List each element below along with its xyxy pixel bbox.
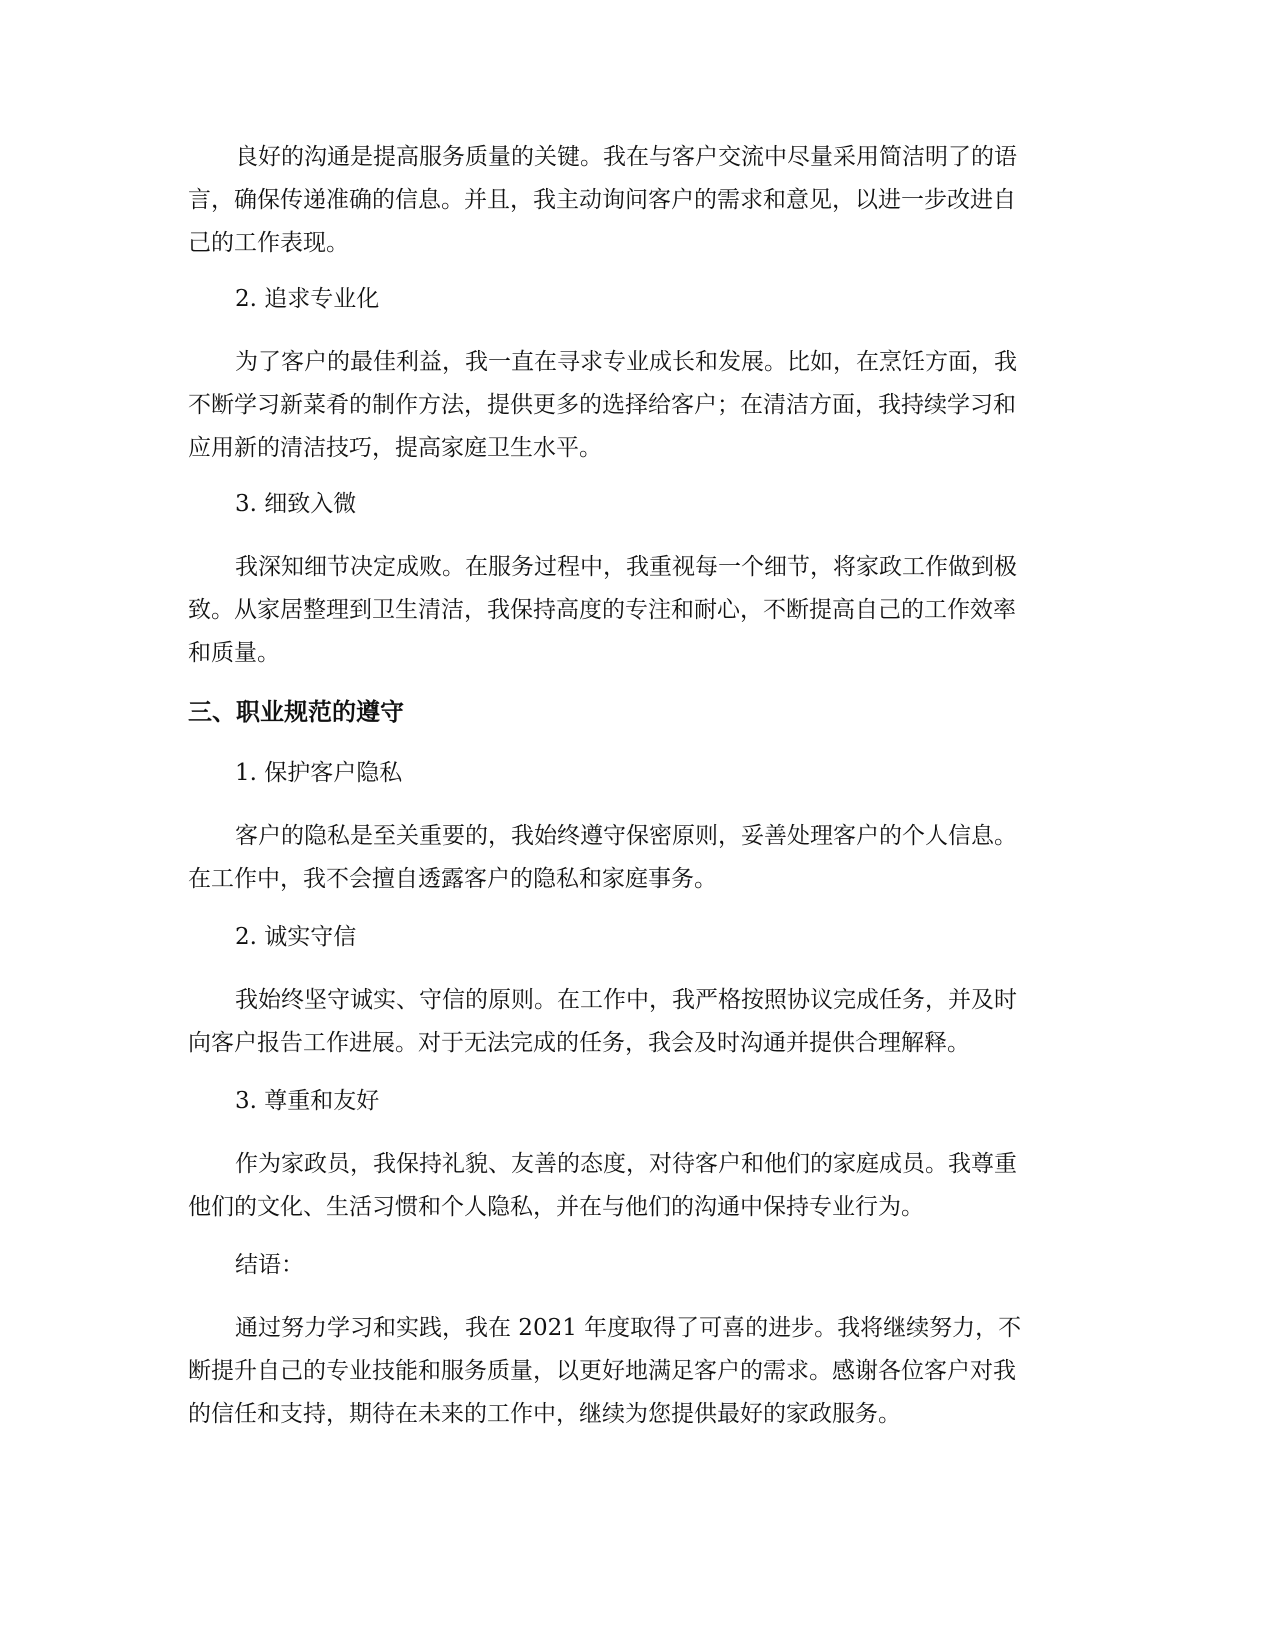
item-title-detail [188,483,1088,526]
paragraph-line: 良好的沟通是提高服务质量的关键。我在与客户交流中尽量采用简洁明了的语 [235,144,1017,170]
paragraph-line: 我始终坚守诚实、守信的原则。在工作中，我严格按照协议完成任务，并及时 [235,987,1017,1013]
paragraph-line: 他们的文化、生活习惯和个人隐私，并在与他们的沟通中保持专业行为。 [188,1194,924,1220]
paragraph-detail [188,546,1088,675]
conclusion-label [188,1244,1088,1287]
item-title: 3. 尊重和友好 [235,1088,380,1114]
item-title: 3. 细致入微 [235,491,357,517]
item-title-respect [188,1080,1088,1123]
paragraph-communication [188,136,1088,265]
paragraph-line: 和质量。 [188,640,280,666]
item-title: 2. 追求专业化 [235,286,380,312]
item-title-professional [188,278,1088,321]
paragraph-respect [188,1143,1088,1229]
paragraph-professional [188,341,1088,470]
paragraph-line: 断提升自己的专业技能和服务质量，以更好地满足客户的需求。感谢各位客户对我 [188,1358,1016,1384]
paragraph-conclusion [188,1307,1088,1436]
paragraph-line: 己的工作表现。 [188,230,349,256]
paragraph-line: 为了客户的最佳利益，我一直在寻求专业成长和发展。比如，在烹饪方面，我 [235,349,1017,375]
paragraph-line: 客户的隐私是至关重要的，我始终遵守保密原则，妥善处理客户的个人信息。 [235,823,1017,849]
paragraph-honesty [188,979,1088,1065]
paragraph-line: 的信任和支持，期待在未来的工作中，继续为您提供最好的家政服务。 [188,1401,901,1427]
item-title: 2. 诚实守信 [235,924,357,950]
paragraph-line: 通过努力学习和实践，我在 2021 年度取得了可喜的进步。我将继续努力，不 [235,1315,1022,1341]
paragraph-line: 向客户报告工作进展。对于无法完成的任务，我会及时沟通并提供合理解释。 [188,1030,970,1056]
paragraph-line: 致。从家居整理到卫生清洁，我保持高度的专注和耐心，不断提高自己的工作效率 [188,597,1016,623]
paragraph-line: 言，确保传递准确的信息。并且，我主动询问客户的需求和意见，以进一步改进自 [188,187,1016,213]
item-title: 1. 保护客户隐私 [235,760,403,786]
item-title-privacy [188,752,1088,795]
conclusion-title: 结语： [235,1252,304,1278]
paragraph-line: 不断学习新菜肴的制作方法，提供更多的选择给客户；在清洁方面，我持续学习和 [188,392,1016,418]
paragraph-privacy [188,815,1088,901]
item-title-honesty [188,916,1088,959]
paragraph-line: 应用新的清洁技巧，提高家庭卫生水平。 [188,435,602,461]
paragraph-line: 在工作中，我不会擅自透露客户的隐私和家庭事务。 [188,866,717,892]
paragraph-line: 我深知细节决定成败。在服务过程中，我重视每一个细节，将家政工作做到极 [235,554,1017,580]
paragraph-line: 作为家政员，我保持礼貌、友善的态度，对待客户和他们的家庭成员。我尊重 [235,1151,1017,1177]
section-heading: 三、职业规范的遵守 [188,698,404,726]
